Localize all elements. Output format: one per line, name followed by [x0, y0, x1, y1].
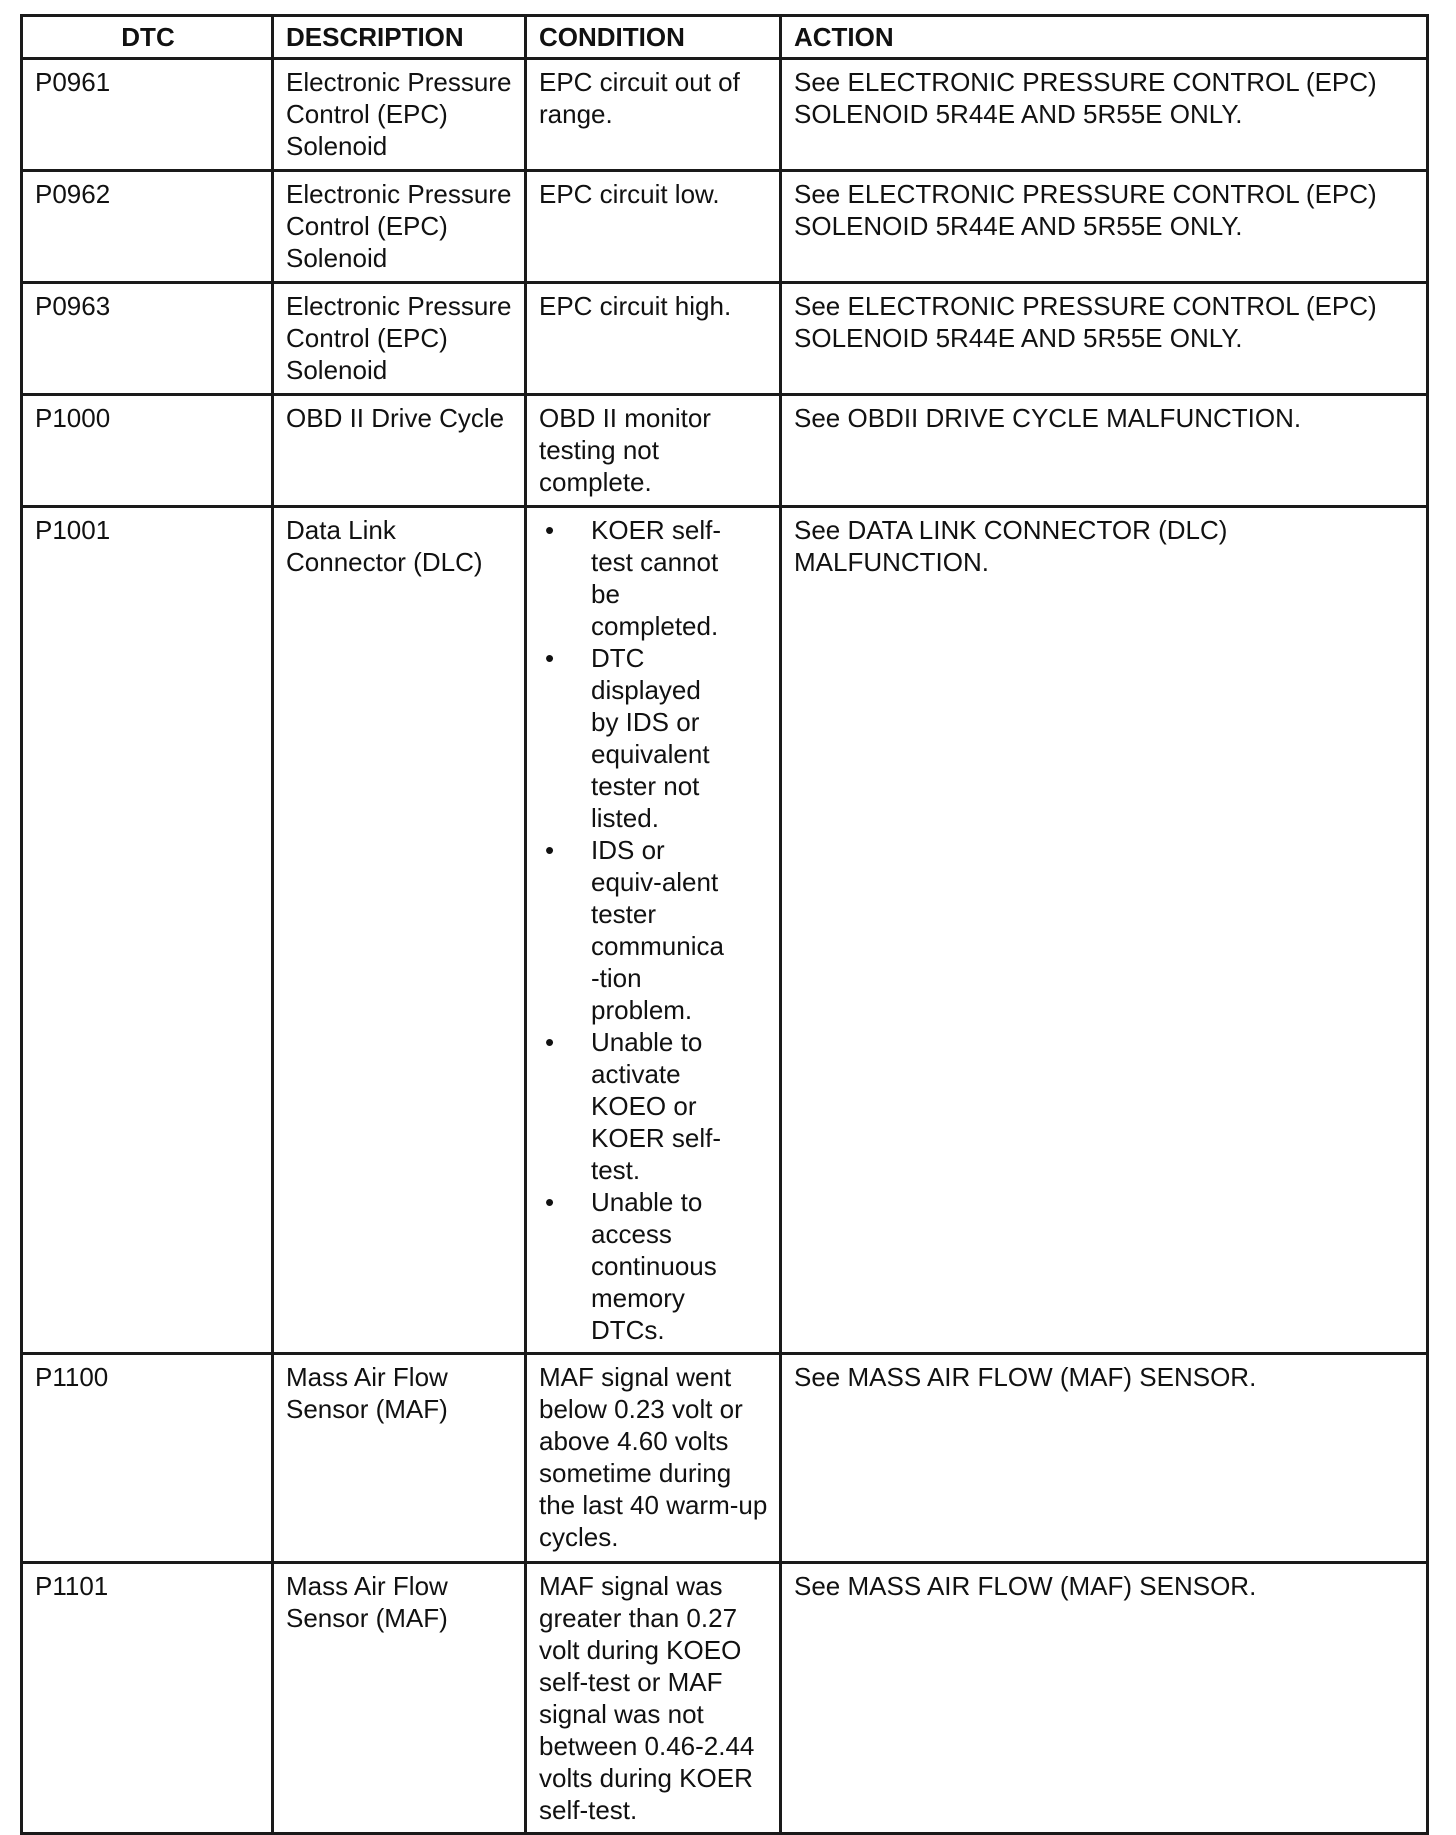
condition-item-text: IDS or equiv-alent tester communica-tion problem.: [591, 835, 724, 1025]
condition-cell: EPC circuit low.: [526, 171, 781, 283]
header-dtc: DTC: [22, 16, 273, 59]
dtc-cell: P1001: [22, 507, 273, 1354]
condition-cell: [526, 507, 781, 1354]
description-cell: Data Link Connector (DLC): [273, 507, 526, 1354]
table-row: [22, 1354, 1428, 1563]
action-cell: See ELECTRONIC PRESSURE CONTROL (EPC) SOLENOID 5R44E AND 5R55E ONLY.: [781, 59, 1428, 171]
condition-list-item: [539, 642, 731, 834]
description-cell: Mass Air Flow Sensor (MAF): [273, 1563, 526, 1834]
dtc-cell: P0963: [22, 283, 273, 395]
condition-cell: EPC circuit out of range.: [526, 59, 781, 171]
table-row: [22, 283, 1428, 395]
action-cell: See DATA LINK CONNECTOR (DLC) MALFUNCTION.: [781, 507, 1428, 1354]
header-action: ACTION: [781, 16, 1428, 59]
condition-list: [539, 514, 769, 1346]
dtc-table: [20, 14, 1429, 1835]
condition-cell: MAF signal went below 0.23 volt or above 4.60 volts sometime during the last 40 warm-up cycles.: [526, 1354, 781, 1563]
condition-list-item: [539, 514, 731, 642]
table-row: [22, 507, 1428, 1354]
table-row: [22, 1563, 1428, 1834]
dtc-cell: P0962: [22, 171, 273, 283]
bullet-icon: •: [545, 835, 555, 865]
dtc-cell: P1100: [22, 1354, 273, 1563]
action-cell: See MASS AIR FLOW (MAF) SENSOR.: [781, 1354, 1428, 1563]
header-row: [22, 16, 1428, 59]
condition-list-item: [539, 1026, 731, 1186]
description-cell: Electronic Pressure Control (EPC) Solenoid: [273, 171, 526, 283]
dtc-cell: P0961: [22, 59, 273, 171]
table-row: [22, 395, 1428, 507]
bullet-icon: •: [545, 1187, 555, 1217]
header-condition: CONDITION: [526, 16, 781, 59]
action-cell: See OBDII DRIVE CYCLE MALFUNCTION.: [781, 395, 1428, 507]
bullet-icon: •: [545, 515, 555, 545]
condition-list-item: [539, 1186, 731, 1346]
description-cell: Electronic Pressure Control (EPC) Solenoid: [273, 283, 526, 395]
action-cell: See ELECTRONIC PRESSURE CONTROL (EPC) SOLENOID 5R44E AND 5R55E ONLY.: [781, 171, 1428, 283]
header-description: DESCRIPTION: [273, 16, 526, 59]
table-header: [22, 16, 1428, 59]
condition-cell: EPC circuit high.: [526, 283, 781, 395]
condition-cell: OBD II monitor testing not complete.: [526, 395, 781, 507]
bullet-icon: •: [545, 1027, 555, 1057]
description-cell: Mass Air Flow Sensor (MAF): [273, 1354, 526, 1563]
condition-item-text: Unable to access continuous memory DTCs.: [591, 1187, 717, 1345]
action-cell: See ELECTRONIC PRESSURE CONTROL (EPC) SOLENOID 5R44E AND 5R55E ONLY.: [781, 283, 1428, 395]
table-row: [22, 171, 1428, 283]
condition-item-text: Unable to activate KOEO or KOER self-test.: [591, 1027, 722, 1185]
table-row: [22, 59, 1428, 171]
description-cell: Electronic Pressure Control (EPC) Solenoid: [273, 59, 526, 171]
description-cell: OBD II Drive Cycle: [273, 395, 526, 507]
bullet-icon: •: [545, 643, 555, 673]
condition-item-text: DTC displayed by IDS or equivalent tester not listed.: [591, 643, 710, 833]
dtc-cell: P1101: [22, 1563, 273, 1834]
condition-cell: MAF signal was greater than 0.27 volt during KOEO self-test or MAF signal was not between 0.46-2.44 volts during KOER self-test.: [526, 1563, 781, 1834]
condition-list-item: [539, 834, 731, 1026]
dtc-cell: P1000: [22, 395, 273, 507]
condition-item-text: KOER self-test cannot be completed.: [591, 515, 722, 641]
table-body: [22, 59, 1428, 1834]
action-cell: See MASS AIR FLOW (MAF) SENSOR.: [781, 1563, 1428, 1834]
